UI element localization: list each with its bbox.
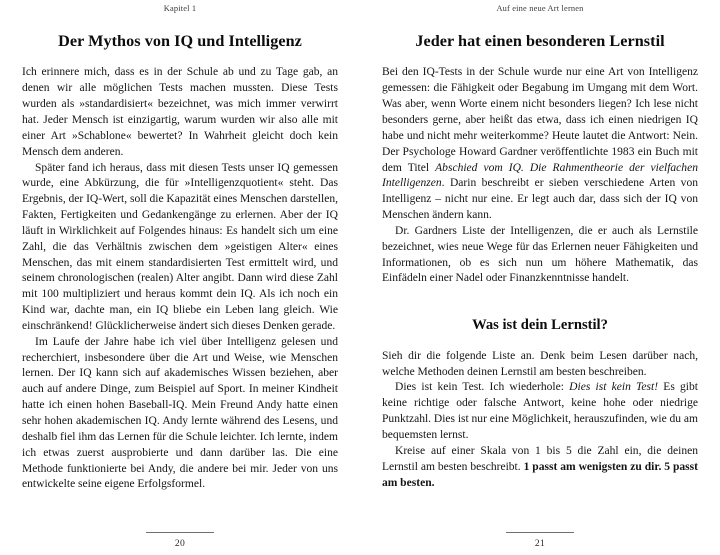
running-head-left: Kapitel 1 <box>163 4 197 13</box>
emphasis-italic: Dies ist kein Test! <box>569 381 659 394</box>
paragraph-text: Bei den IQ-Tests in der Schule wurde nur eine Art von Intelligenz gemessen: die Fähigkeit oder Begabung im Umgang mit dem Wort. Was aber, wenn Worte einem nicht besonders liegen? Ich lese nicht besonders gerne, aber heißt das etwa, dass ich einen niedrigen IQ habe und nicht mehr weiterkomme? Heute lautet die Antwort: Nein. Der Psychologe Howard Gardner veröffentlichte 1983 ein Buch mit dem Titel <box>382 66 698 174</box>
section-heading: Was ist dein Lernstil? <box>472 317 608 334</box>
running-head-right: Auf eine neue Art lernen <box>496 4 584 13</box>
paragraph: Dr. Gardners Liste der Intelligenzen, die er auch als Lernstile bezeichnet, wies neue Wege für das Erlernen neuer Fähigkeiten und Informationen, ob es sich nun um höhere Mathematik, das Einfädeln einer Nadel oder Finanzkenntnisse handelt. <box>382 224 698 285</box>
right-page <box>360 0 720 555</box>
folio-rule <box>506 532 574 533</box>
paragraph <box>382 380 698 443</box>
left-page-text-column <box>22 32 338 493</box>
paragraph-text-tail: . Darin beschreibt er sieben verschiedene Arten von Intelligenz – nicht nur eine. Er legt auch dar, dass sich der IQ von Menschen ändern kann. <box>382 177 698 222</box>
folio-rule <box>146 532 214 533</box>
paragraph-text: Dies ist kein Test. Ich wiederhole: <box>395 381 570 394</box>
folio-right <box>360 532 720 549</box>
page-title-left: Der Mythos von IQ und Intelligenz <box>58 32 302 50</box>
right-page-text-column <box>382 32 698 491</box>
paragraph-text: Kreise auf einer Skala von 1 bis 5 die Zahl ein, die deinen Lernstil am besten beschreibt. <box>382 444 698 473</box>
folio-left <box>0 532 360 549</box>
paragraph: Ich erinnere mich, dass es in der Schule ab und zu Tage gab, an denen wir alle möglichen Tests machen mussten. Diese Tests wurden als »standardisiert« bezeichnet, was mich immer verwirrt hat. Jeder Mensch ist einzigartig, warum wurden wir also alle mit einer Art »Schablone« bewertet? In Wahrheit gleicht doch kein Mensch dem anderen. <box>22 66 338 158</box>
paragraph <box>382 65 698 223</box>
paragraph <box>382 444 698 492</box>
paragraph: Im Laufe der Jahre habe ich viel über Intelligenz gelesen und recherchiert, insbesondere über die Art und Weise, wie Menschen lernen. Der IQ kann sich auf akademisches Wissen beziehen, aber auch auf andere Dinge, zum Beispiel auf Sport. In meiner Kindheit hatte ich einen hohen Baseball-IQ. Mein Freund Andy hatte einen sehr hohen akademischen IQ. Andy lernte während des Lesens, und deshalb fiel ihm das Lernen für die Schule leichter. Ich lernte, indem ich etwas zuerst ausprobierte und dann darüber las. Die eine Methode funktionierte bei Andy, die andere bei mir. Jeder von uns entwickelte seine eigene Erfolgsformel. <box>22 335 339 491</box>
paragraph: Später fand ich heraus, dass mit diesen Tests unser IQ gemessen wurde, eine Abkürzung, die für »Intelligenzquotient« steht. Das Ergebnis, der IQ-Wert, soll die Kapazität eines Menschen darstellen, Fakten, Fertigkeiten und Gedankengänge zu erlernen. Aber der IQ läuft in Wirklichkeit auf Folgendes hinaus: Es handelt sich um eine Zahl, die das Verhältnis zwischen dem »geistigen Alter« eines Menschen, das mit einem standardisierten Test ermittelt wird, und seinem chronologischen (realen) Alter angibt. Dann wird diese Zahl mit 100 multipliziert und heraus kommt dein IQ. Als ich noch ein Kind war, dachte man, ein IQ bliebe ein Leben lang gleich. Wie einschränkend! Glücklicherweise ändert sich dieses Denken gerade. <box>22 161 338 332</box>
page-number: 20 <box>174 538 186 549</box>
book-title-italic: Abschied vom IQ. Die Rahmentheorie der vielfachen Intelligenzen <box>382 161 698 190</box>
paragraph-text-tail: Es gibt keine richtige oder falsche Antwort, keine hohe oder niedrige Punktzahl. Dies ist nur eine Möglichkeit, herauszufinden, wie du am bequemsten lernst. <box>382 381 698 441</box>
page-title-right: Jeder hat einen besonderen Lernstil <box>415 32 665 50</box>
page-number: 21 <box>534 538 546 549</box>
emphasis-bold: 1 passt am wenigsten zu dir. 5 passt am besten. <box>382 460 698 489</box>
paragraph: Sieh dir die folgende Liste an. Denk beim Lesen darüber nach, welche Methoden deinen Lernstil am besten beschreiben. <box>382 349 698 378</box>
